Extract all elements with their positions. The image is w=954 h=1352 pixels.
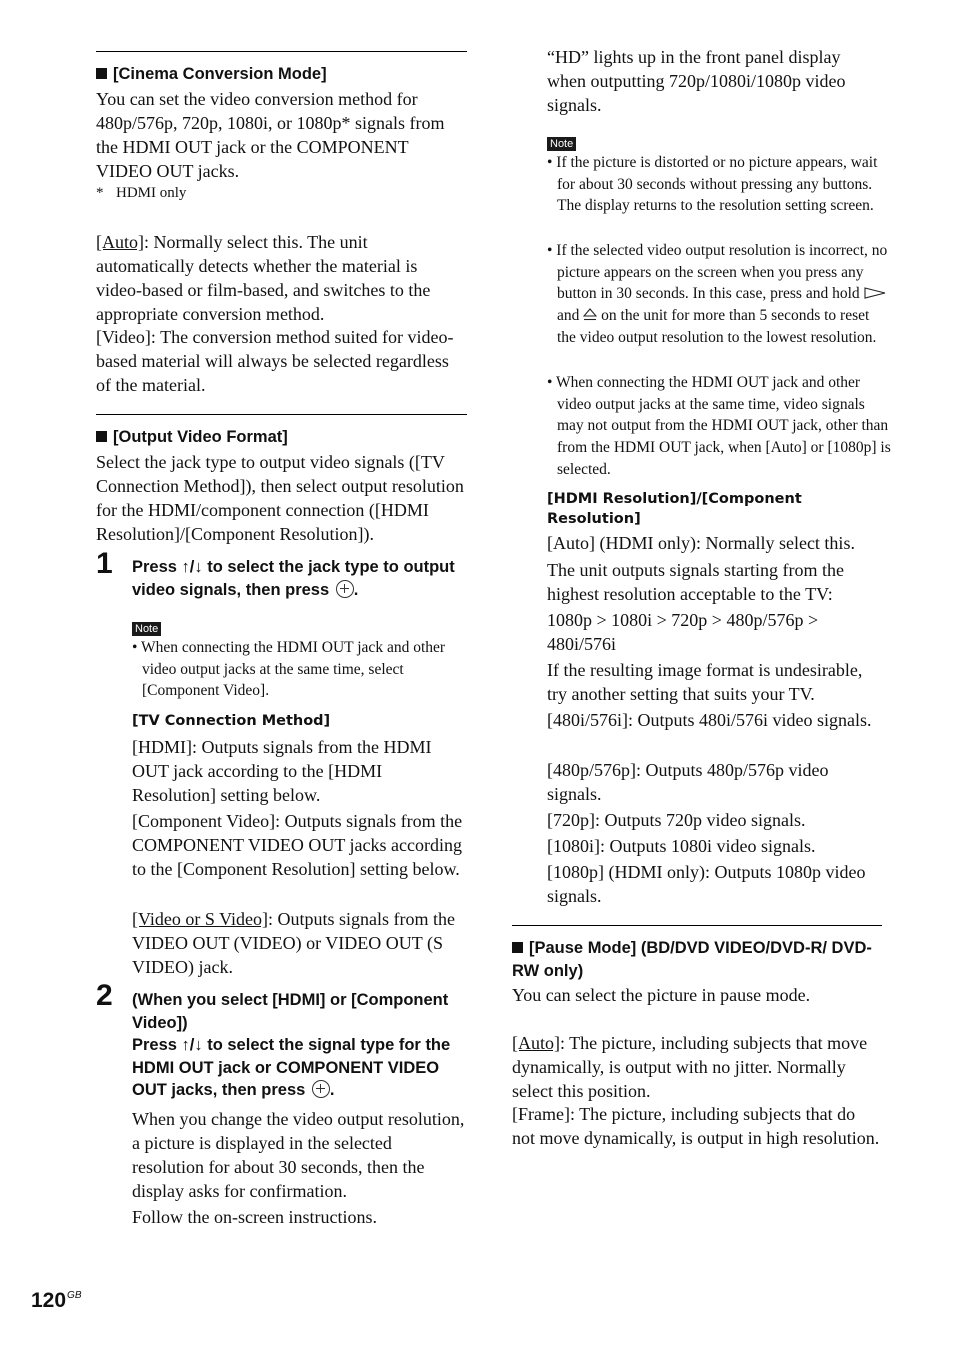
square-bullet-icon — [512, 942, 523, 953]
step1-instruction: Press ↑/↓ to select the jack type to output video signals, then press . — [132, 558, 455, 599]
resolution-480i: [480i/576i]: Outputs 480i/576i video signals. — [547, 710, 872, 730]
output-intro: Select the jack type to output video signals ([TV Connection Method]), then select output resolution for the HDMI/component connection ([HDMI Resolution]/[Component Resolution]). — [96, 452, 464, 544]
square-bullet-icon — [96, 431, 107, 442]
cinema-video-option: [Video]: The conversion method suited for video-based material will always be selected regardless of the material. — [96, 327, 454, 395]
note-item: • If the picture is distorted or no picture appears, wait for about 30 seconds without pressing any buttons. The display returns to the resolution setting screen. — [547, 154, 878, 215]
note-item: • When connecting the HDMI OUT jack and other video output jacks at the same time, select [Component Video]. — [132, 639, 446, 700]
resolution-1080i: [1080i]: Outputs 1080i video signals. — [547, 836, 816, 856]
resolution-description: The unit outputs signals starting from the highest resolution acceptable to the TV: — [547, 560, 844, 604]
resolution-1080p: [1080p] (HDMI only): Outputs 1080p video signals. — [547, 862, 866, 906]
pause-intro: You can select the picture in pause mode. — [512, 985, 811, 1005]
resolution-480p: [480p/576p]: Outputs 480p/576p video signals. — [547, 760, 829, 804]
note-item: • When connecting the HDMI OUT jack and other video output jacks at the same time, video signals may not output from the HDMI OUT jack, other than from the HDMI OUT jack, when [Auto] or [1080p] is selected. — [547, 374, 891, 478]
pause-frame-option: [Frame]: The picture, including subjects that do not move dynamically, is output in high resolution. — [512, 1104, 880, 1148]
section-divider — [96, 51, 467, 52]
step2-description: When you change the video output resolution, a picture is displayed in the selected resolution for about 30 seconds, then the display asks for confirmation. — [132, 1109, 465, 1201]
tv-video-option: [Video or S Video]: Outputs signals from the VIDEO OUT (VIDEO) or VIDEO OUT (S VIDEO) jack. — [132, 909, 455, 977]
eject-icon — [583, 308, 597, 321]
note-label: Note — [132, 619, 161, 637]
step2-instruction: Press ↑/↓ to select the signal type for the HDMI OUT jack or COMPONENT VIDEO OUT jacks, then press . — [132, 1036, 451, 1099]
section-divider — [512, 925, 882, 926]
square-bullet-icon — [96, 68, 107, 79]
step2-condition: (When you select [HDMI] or [Component Video]) — [132, 991, 449, 1032]
cinema-intro: You can set the video conversion method for 480p/576p, 720p, 1080i, or 1080p* signals from the HDMI OUT jack or the COMPONENT VIDEO OUT jacks. — [96, 89, 445, 181]
section-divider — [96, 414, 467, 415]
up-down-arrows-icon: ↑/↓ — [181, 558, 203, 576]
resolution-heading: [HDMI Resolution]/[Component Resolution] — [547, 491, 802, 527]
hd-indicator-text: “HD” lights up in the front panel display when outputting 720p/1080i/1080p video signals. — [547, 47, 846, 115]
page-number: $120^{GB}$ — [31, 1289, 82, 1312]
enter-button-icon — [312, 1080, 330, 1098]
cinema-auto-option: [Auto]: Normally select this. The unit automatically detects whether the material is video-based or film-based, and switches to the appropriate conversion method. — [96, 232, 431, 324]
tv-connection-method-heading: [TV Connection Method] — [132, 713, 331, 729]
play-icon — [864, 287, 886, 299]
step-number: 2 — [96, 979, 113, 1012]
enter-button-icon — [336, 580, 354, 598]
footnote: * HDMI only — [96, 185, 187, 201]
note-item: • If the selected video output resolution is incorrect, no picture appears on the screen when you press any button in 30 seconds. In this case, press and hold and on the unit for more than 5 seconds to reset the video output resolution to the lowest resolution. — [547, 242, 888, 346]
tv-component-option: [Component Video]: Outputs signals from the COMPONENT VIDEO OUT jacks according to the [Component Resolution] setting below. — [132, 811, 463, 879]
resolution-720p: [720p]: Outputs 720p video signals. — [547, 810, 806, 830]
step-number: 1 — [96, 547, 113, 580]
cinema-conversion-heading: [Cinema Conversion Mode] — [96, 63, 467, 86]
tv-hdmi-option: [HDMI]: Outputs signals from the HDMI OUT jack according to the [HDMI Resolution] setting below. — [132, 737, 432, 805]
note-label: Note — [547, 134, 576, 152]
pause-mode-heading: [Pause Mode] (BD/DVD VIDEO/DVD-R/ DVD-RW only) — [512, 939, 872, 980]
step2-followup: Follow the on-screen instructions. — [132, 1207, 377, 1227]
up-down-arrows-icon: ↑/↓ — [181, 1036, 203, 1054]
resolution-order: 1080p > 1080i > 720p > 480p/576p > 480i/576i — [547, 610, 819, 654]
output-video-format-heading: [Output Video Format] — [96, 426, 467, 449]
pause-auto-option: [Auto]: The picture, including subjects that move dynamically, is output with no jitter. Normally select this position. — [512, 1033, 868, 1101]
resolution-undesirable: If the resulting image format is undesirable, try another setting that suits your TV. — [547, 660, 863, 704]
resolution-auto: [Auto] (HDMI only): Normally select this. — [547, 533, 855, 553]
